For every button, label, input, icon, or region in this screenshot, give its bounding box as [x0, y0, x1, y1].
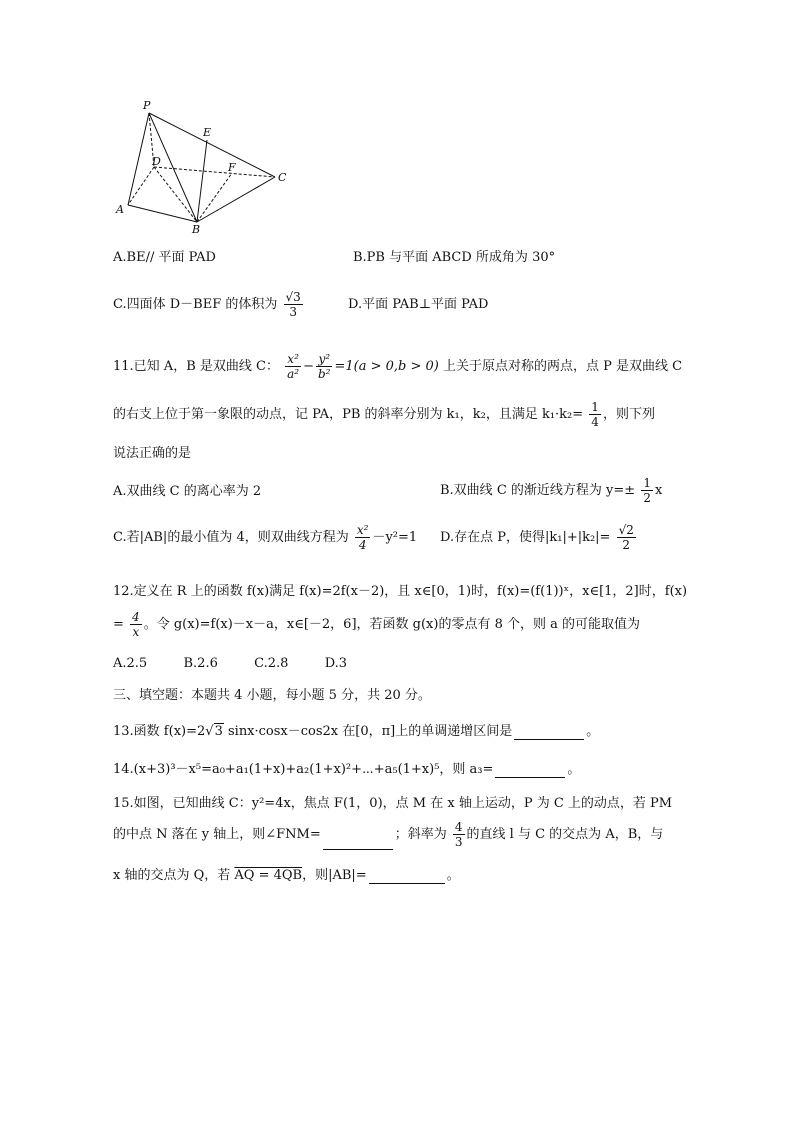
label-D: D — [152, 155, 161, 168]
section-heading: 三、填空题：本题共 4 小题，每小题 5 分，共 20 分。 — [113, 688, 431, 703]
q12-line2: = $\frac{4}{x}$ 。令 g(x)=f(x)－x－a，x∈[－2，6]，若函数 g(x)的零点有 8 个，则 a 的可能取值为 — [113, 610, 640, 639]
q13-answer-blank[interactable] — [514, 727, 584, 740]
q14-answer-blank[interactable] — [495, 765, 565, 778]
edge-DC — [154, 167, 275, 177]
q11-option-d: D.存在点 P，使得|k₁|+|k₂|= $\frac{√2}{2}$ — [440, 523, 634, 552]
q12-line1: 12.定义在 R 上的函数 f(x)满足 f(x)=2f(x－2)，且 x∈[0，1)时，f(x)=(f(1))ˣ，x∈[1，2]时，f(x) — [113, 584, 688, 599]
q10-option-b: B.PB 与平面 ABCD 所成角为 30° — [353, 250, 556, 265]
q12-option-b: B.2.6 — [183, 656, 218, 671]
q11-option-c: C.若|AB|的最小值为 4，则双曲线方程为 $\frac{\text{x²}}{4}$ －y²=1 — [113, 523, 418, 552]
label-F: F — [228, 161, 236, 174]
q11-line3: 说法正确的是 — [113, 446, 192, 461]
q10-option-a: A.BE// 平面 PAD — [113, 250, 216, 265]
q11-line1: 11.已知 A，B 是双曲线 C： $\frac{\text{x²}}{\text{a²}}$ − $\frac{\text{y²}}{\text{b²}}$ =1(a > 0,b > 0) 上关于原点对称的两点，点 P 是双曲线 C — [113, 352, 683, 381]
q15-line1: 15.如图，已知曲线 C：y²=4x，焦点 F(1，0)，点 M 在 x 轴上运动，P 为 C 上的动点，若 PM — [113, 796, 673, 811]
q12-options — [113, 656, 347, 672]
q10-option-d: D.平面 PAB⊥平面 PAD — [348, 297, 489, 312]
q13: 13.函数 f(x)=2√3 sinx·cosx－cos2x 在[0，π]上的单调递增区间是 。 — [113, 724, 600, 739]
q15-ab-blank[interactable] — [369, 871, 445, 884]
q12-option-a: A.2.5 — [113, 656, 148, 671]
q12-option-c: C.2.8 — [254, 656, 289, 671]
edge-PC — [149, 113, 275, 177]
edge-BE — [197, 140, 207, 222]
label-C: C — [278, 171, 287, 184]
q11-option-a: A.双曲线 C 的离心率为 2 — [113, 484, 262, 499]
edge-BC — [197, 177, 275, 222]
q11-option-b: B.双曲线 C 的渐近线方程为 y=± $\frac{1}{2}$ x — [440, 476, 663, 505]
label-A: A — [116, 203, 124, 216]
q11-line2: 的右支上位于第一象限的动点，记 PA，PB 的斜率分别为 k₁，k₂，且满足 k₁·k₂= $\frac{1}{4}$ ，则下列 — [113, 400, 655, 429]
label-P: P — [143, 99, 151, 112]
edge-PA — [128, 113, 149, 205]
q15-line3: x 轴的交点为 Q，若 AQ = 4QB，则|AB|= 。 — [113, 868, 460, 883]
vector-equation: AQ = 4QB — [234, 868, 303, 883]
q14: 14.(x+3)³－x⁵=a₀+a₁(1+x)+a₂(1+x)²+⋯+a₅(1+x)⁵，则 a₃= 。 — [113, 762, 581, 777]
label-E: E — [203, 126, 212, 139]
q10-option-c: C.四面体 D－BEF 的体积为 $\frac{√3}{3}$ — [113, 290, 301, 319]
edge-DB — [154, 167, 197, 222]
label-B: B — [192, 223, 201, 235]
q12-option-d: D.3 — [324, 656, 348, 671]
q15-line2: 的中点 N 落在 y 轴上，则∠FNM= ；斜率为 $\frac{4}{3}$ 的直线 l 与 C 的交点为 A，B，与 — [113, 820, 664, 849]
q15-angle-blank[interactable] — [323, 837, 393, 850]
pyramid-figure — [110, 95, 300, 235]
edge-AB — [128, 205, 197, 222]
